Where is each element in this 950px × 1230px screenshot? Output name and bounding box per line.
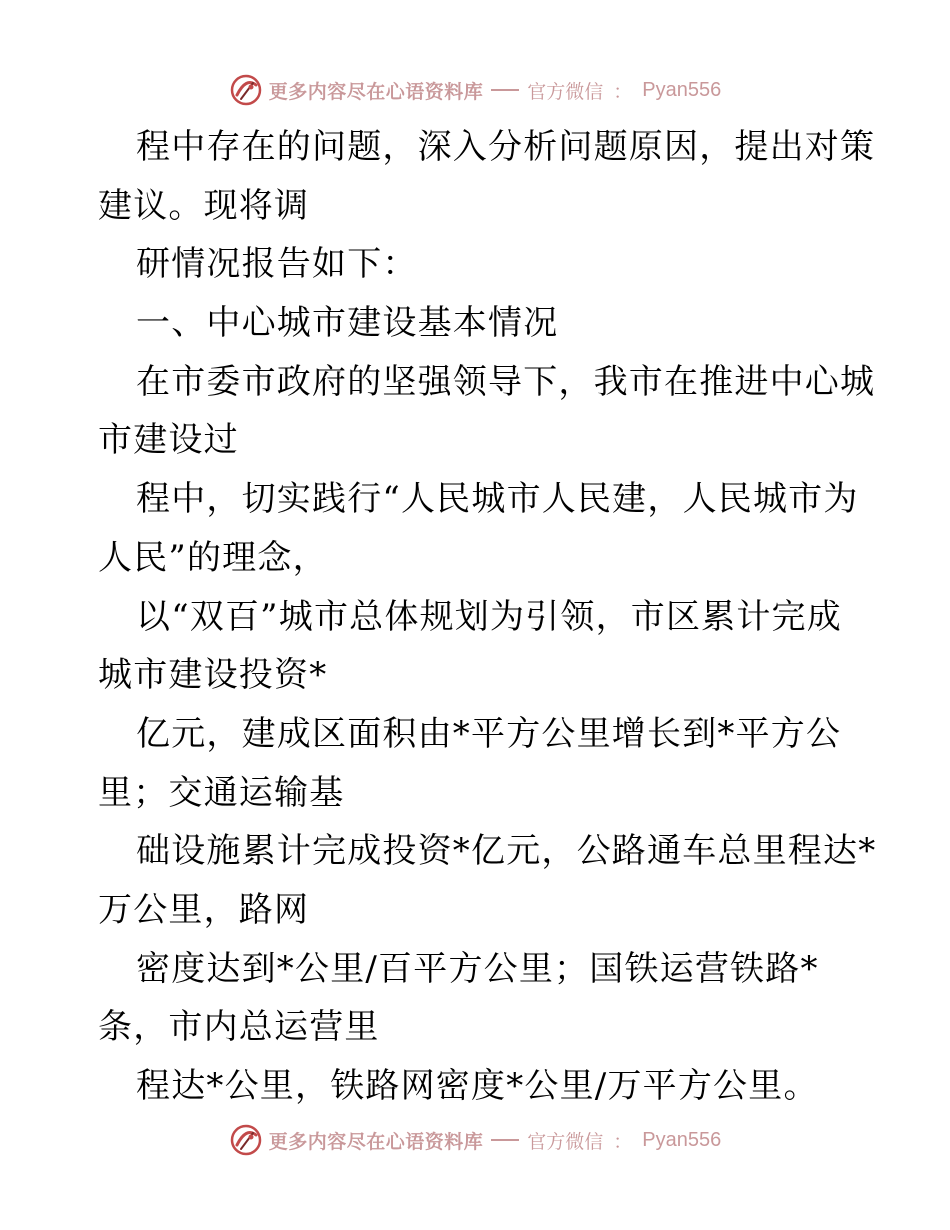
header-account-id: Pyan556: [642, 78, 722, 101]
body-line: 万公里，路网: [98, 889, 310, 930]
body-line: 在市委市政府的坚强领导下，我市在推进中心城: [136, 361, 876, 402]
body-line: 础设施累计完成投资*亿元，公路通车总里程达*: [136, 831, 877, 872]
footer-brand-text: 更多内容尽在心语资料库: [268, 1130, 484, 1153]
section-heading: 一、中心城市建设基本情况: [136, 303, 559, 344]
body-line: 程中存在的问题，深入分析问题原因，提出对策: [136, 127, 876, 167]
body-line: 人民”的理念，: [98, 537, 328, 578]
body-line: 建议。现将调: [98, 185, 310, 226]
brand-logo-icon: [229, 73, 263, 107]
body-line: 城市建设投资*: [98, 655, 328, 696]
header-separator: ：: [613, 80, 633, 103]
header-watermark: [0, 70, 950, 110]
header-dash: [491, 89, 519, 91]
footer-watermark: [0, 1120, 950, 1160]
body-line: 研情况报告如下：: [136, 244, 418, 285]
body-line: 程达*公里，铁路网密度*公里/万平方公里。: [136, 1066, 819, 1106]
body-line: 市建设过: [98, 420, 239, 461]
header-brand-text: 更多内容尽在心语资料库: [268, 80, 484, 103]
footer-account-id: Pyan556: [642, 1128, 722, 1151]
body-line: 以“双百”城市总体规划为引领，市区累计完成: [136, 596, 842, 637]
footer-separator: ：: [613, 1130, 633, 1153]
body-line: 密度达到*公里/百平方公里；国铁运营铁路*: [136, 948, 819, 989]
header-official-label: 官方微信: [527, 80, 604, 103]
body-line: 程中，切实践行“人民城市人民建，人民城市为: [136, 479, 859, 520]
footer-official-label: 官方微信: [527, 1130, 604, 1153]
body-line: 条，市内总运营里: [98, 1007, 380, 1048]
document-body: [98, 118, 877, 1116]
body-line: 亿元，建成区面积由*平方公里增长到*平方公: [136, 713, 842, 754]
footer-dash: [491, 1139, 519, 1141]
brand-logo-icon: [229, 1123, 263, 1157]
body-line: 里；交通运输基: [98, 772, 345, 813]
